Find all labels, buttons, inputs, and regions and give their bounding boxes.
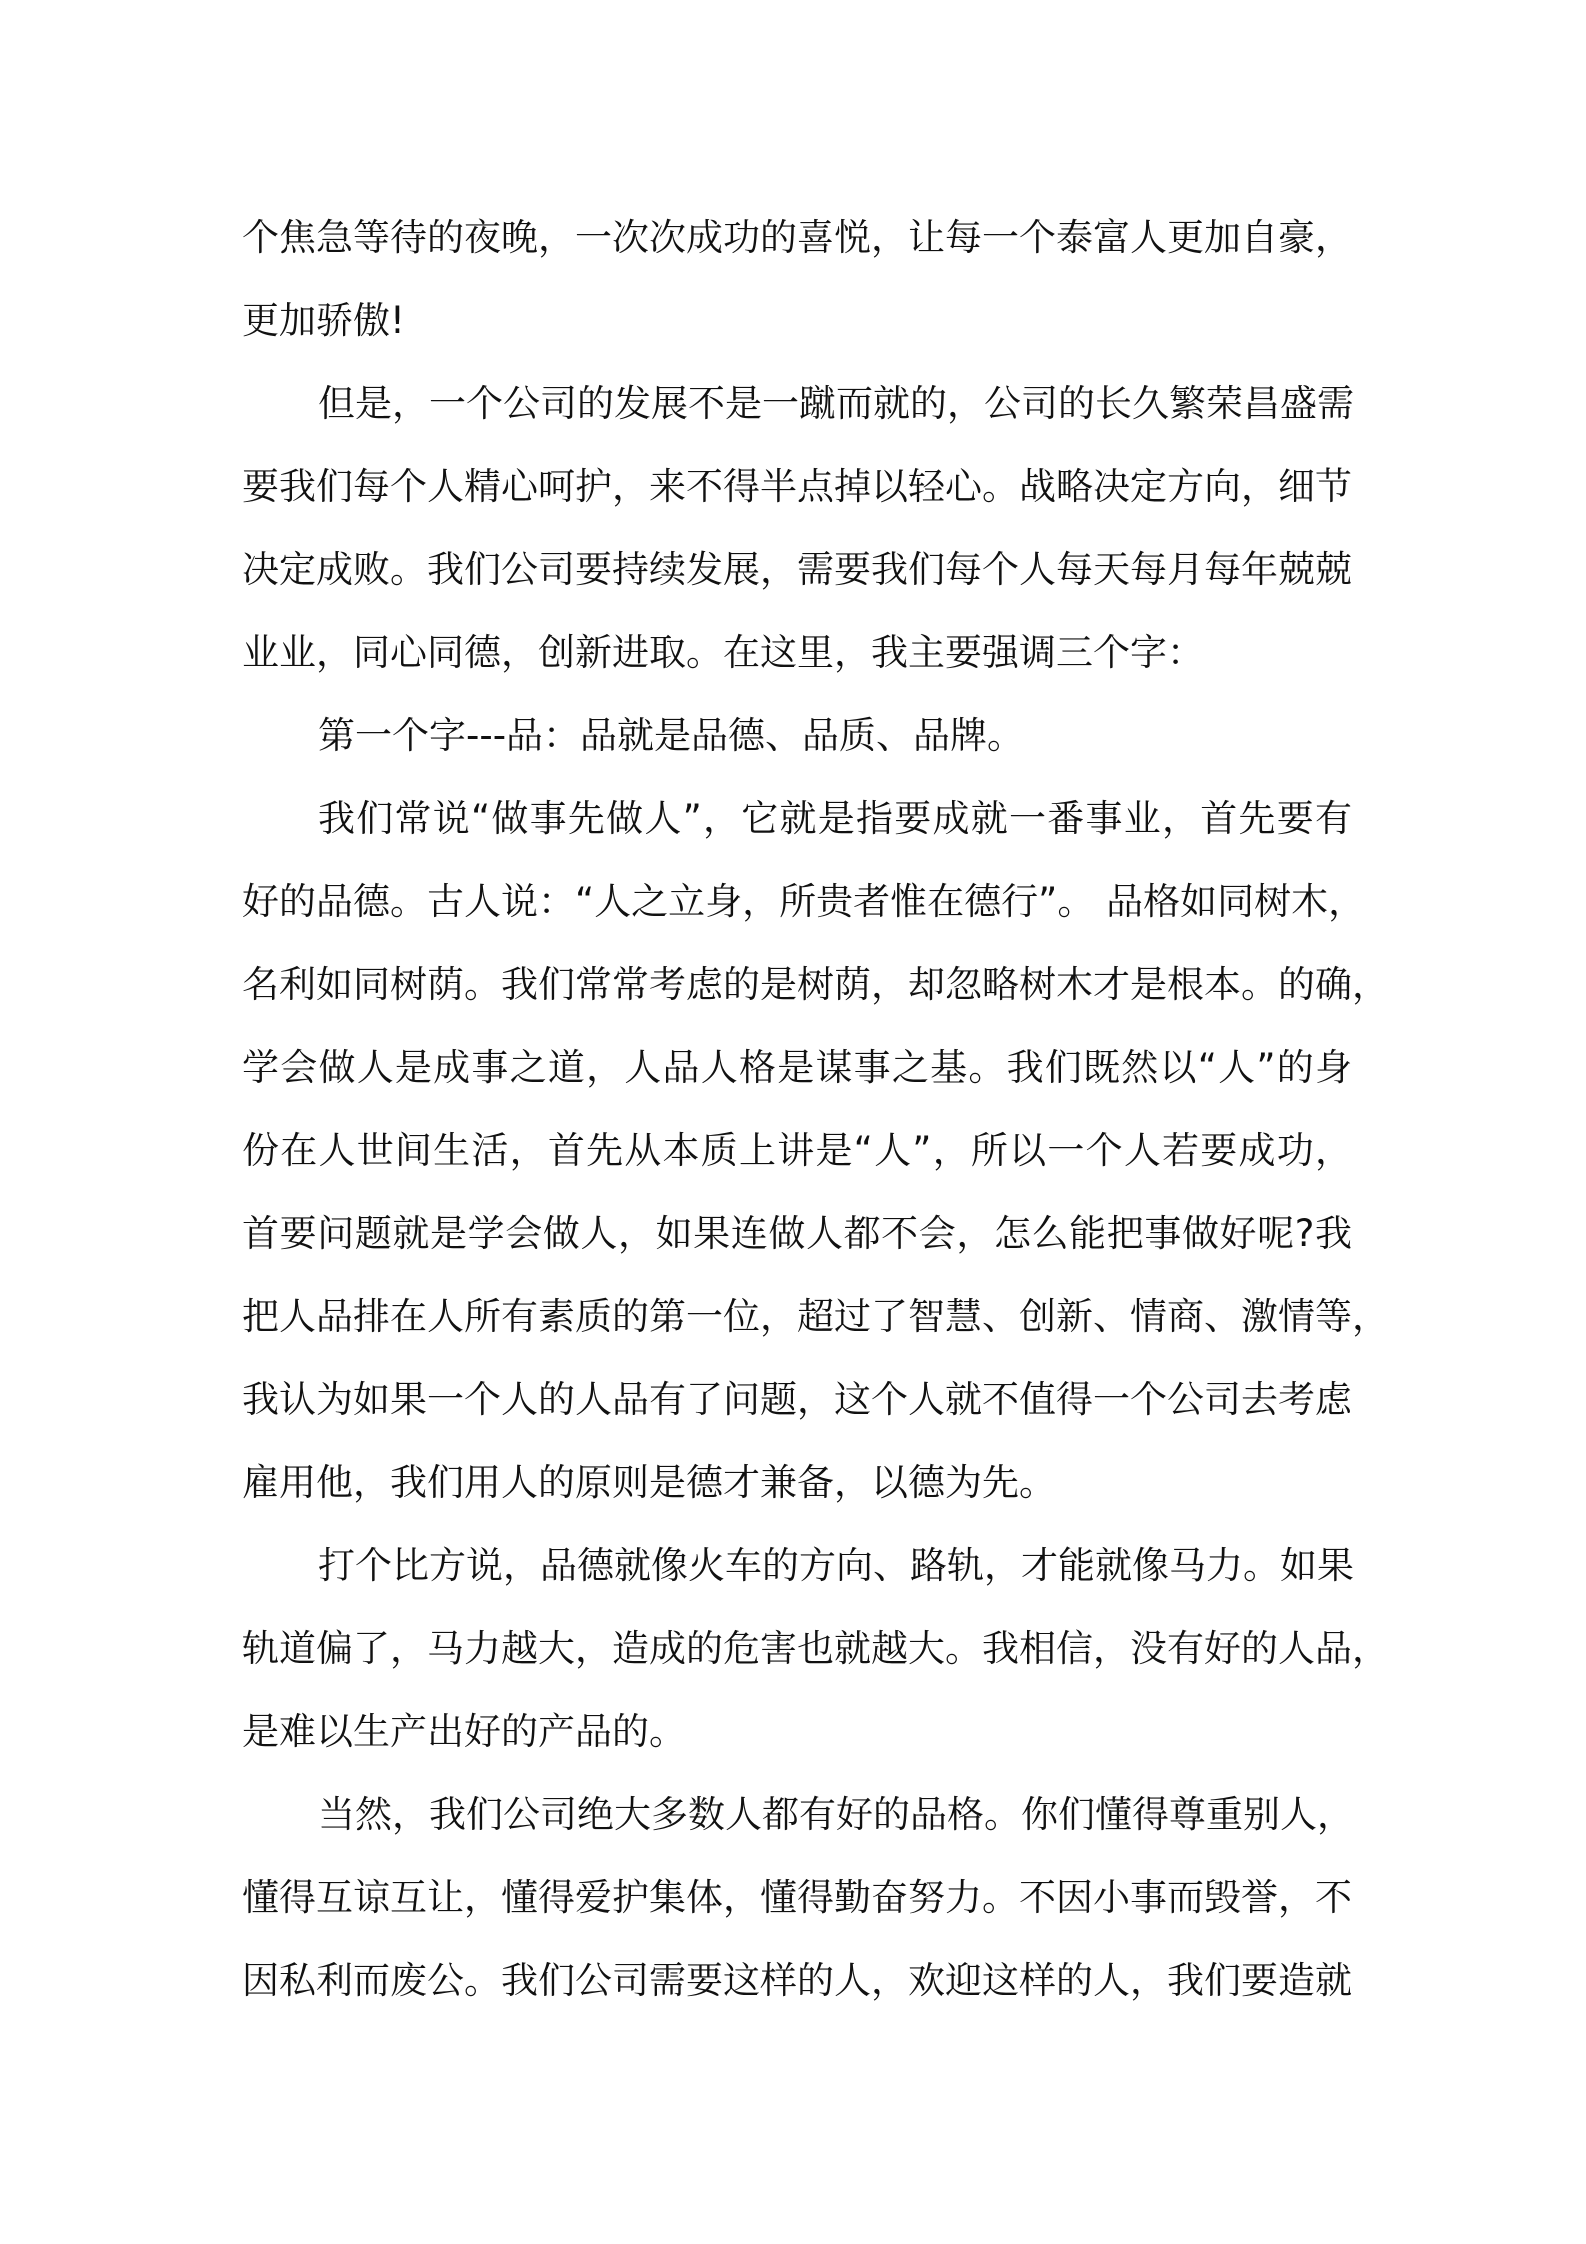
text-line: 业业，同心同德，创新进取。在这里，我主要强调三个字： — [242, 631, 1204, 674]
text-line: 我们常说“做事先做人”，它就是指要成就一番事业，首先要有 — [318, 797, 1352, 840]
text-line: 懂得互谅互让，懂得爱护集体，懂得勤奋努力。不因小事而毁誉，不 — [242, 1876, 1352, 1919]
text-line: 我认为如果一个人的人品有了问题，这个人就不值得一个公司去考虑 — [242, 1378, 1352, 1421]
document-body — [242, 196, 1389, 2022]
text-line: 名利如同树荫。我们常常考虑的是树荫，却忽略树木才是根本。的确， — [242, 963, 1389, 1006]
text-line: 要我们每个人精心呵护，来不得半点掉以轻心。战略决定方向，细节 — [242, 465, 1352, 508]
text-line: 好的品德。古人说：“人之立身，所贵者惟在德行”。 品格如同树木， — [242, 880, 1366, 923]
text-line: 轨道偏了，马力越大，造成的危害也就越大。我相信，没有好的人品， — [242, 1627, 1389, 1670]
text-line: 打个比方说，品德就像火车的方向、路轨，才能就像马力。如果 — [318, 1544, 1354, 1587]
text-line: 学会做人是成事之道，人品人格是谋事之基。我们既然以“人”的身 — [242, 1046, 1352, 1089]
text-line: 当然，我们公司绝大多数人都有好的品格。你们懂得尊重别人， — [318, 1793, 1354, 1836]
text-line: 更加骄傲! — [242, 299, 405, 342]
text-line: 决定成败。我们公司要持续发展，需要我们每个人每天每月每年兢兢 — [242, 548, 1352, 591]
text-line: 雇用他，我们用人的原则是德才兼备，以德为先。 — [242, 1461, 1056, 1504]
text-line: 第一个字---品：品就是品德、品质、品牌。 — [318, 714, 1025, 757]
text-line: 但是，一个公司的发展不是一蹴而就的，公司的长久繁荣昌盛需 — [318, 382, 1354, 425]
text-line: 份在人世间生活，首先从本质上讲是“人”，所以一个人若要成功， — [242, 1129, 1352, 1172]
text-line: 是难以生产出好的产品的。 — [242, 1710, 686, 1753]
text-line: 因私利而废公。我们公司需要这样的人，欢迎这样的人，我们要造就 — [242, 1959, 1352, 2002]
text-line: 首要问题就是学会做人，如果连做人都不会，怎么能把事做好呢?我 — [242, 1212, 1352, 1255]
text-line: 个焦急等待的夜晚，一次次成功的喜悦，让每一个泰富人更加自豪， — [242, 216, 1352, 259]
text-line: 把人品排在人所有素质的第一位，超过了智慧、创新、情商、激情等， — [242, 1295, 1389, 1338]
